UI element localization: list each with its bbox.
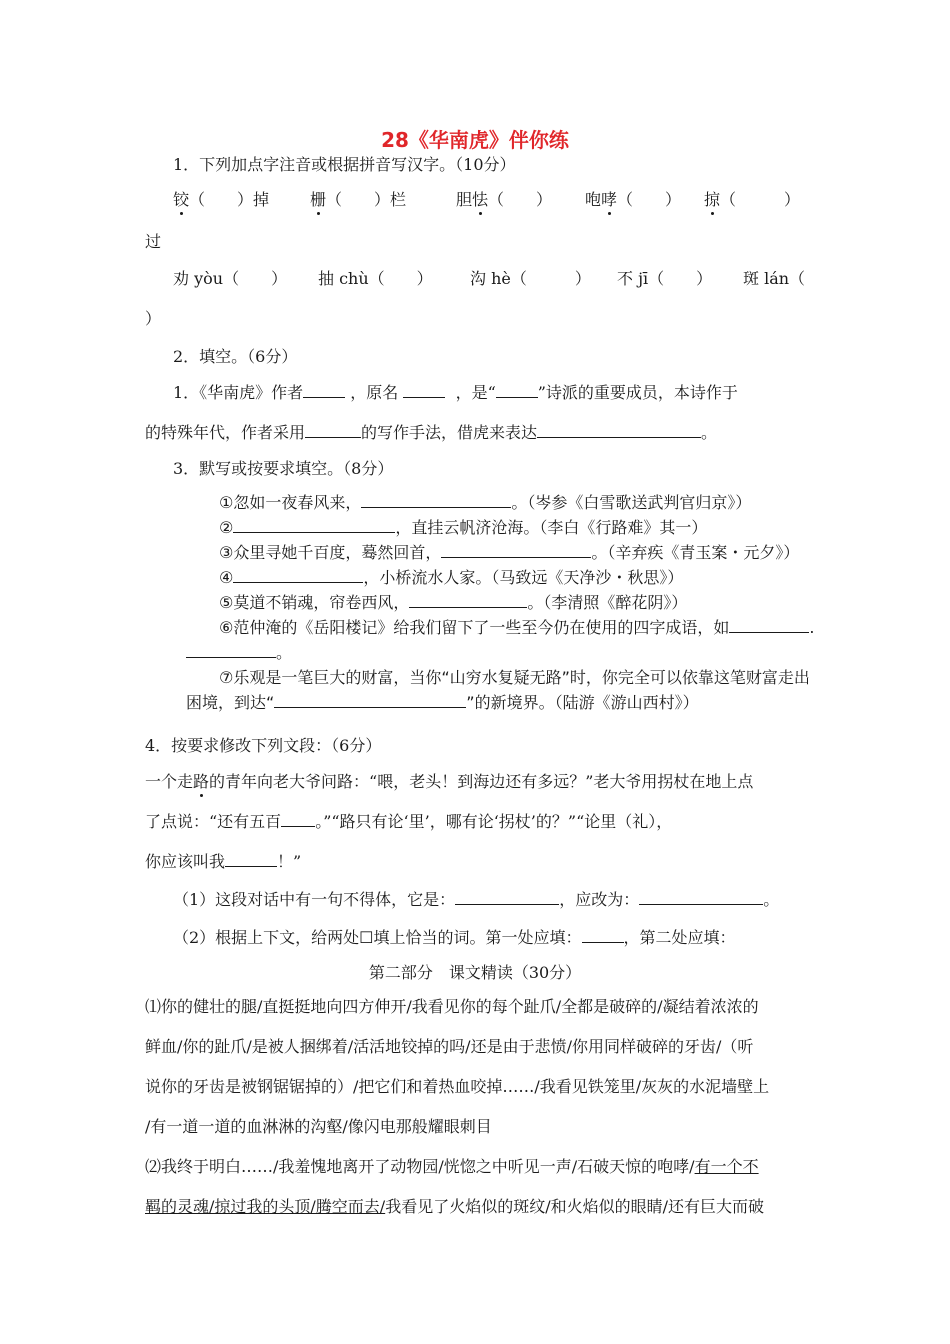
page-title: 28《华南虎》伴你练 — [381, 128, 569, 152]
part2-para1-line4: /有一道一道的血淋淋的沟壑/像闪电那般耀眼刺目 — [145, 1117, 492, 1136]
q2-line-2: 的特殊年代，作者采用 的写作手法，借虎来表达 。 — [145, 423, 718, 442]
q1-pinyin-4: 不 jī（ ） — [617, 269, 713, 288]
part2-para2-line2: 羁的灵魂/掠过我的头顶/腾空而去/我看见了火焰似的斑纹/和火焰似的眼睛/还有巨大而破 — [145, 1197, 764, 1216]
q4-passage-3: 你应该叫我 ！” — [145, 852, 302, 871]
q4-sub-1: （1）这段对话中有一句不得体，它是： ，应改为： 。 — [173, 890, 780, 909]
q3-line-2: ② ，直挂云帆济沧海。（李白《行路难》其一） — [219, 518, 708, 537]
q4-heading: 4．按要求修改下列文段：（6分） — [145, 736, 382, 755]
part2-para1-line2: 鲜血/你的趾爪/是被人捆绑着/活活地铰掉的吗/还是由于悲愤/你用同样破碎的牙齿/（听 — [145, 1037, 754, 1056]
q3-line-7: ⑦乐观是一笔巨大的财富，当你“山穷水复疑无路”时，你完全可以依靠这笔财富走出 — [219, 668, 810, 687]
q4-passage-2: 了点说：“还有五百 。”“路只有论‘里’，哪有论‘拐杖’的？”“论里（礼）， — [145, 812, 673, 831]
part2-para2-line1: ⑵我终于明白……/我羞愧地离开了动物园/恍惚之中听见一声/石破天惊的咆哮/有一个不 — [145, 1157, 759, 1176]
q3-line-6b: 。 — [186, 640, 292, 663]
q1-wrap-1: 过 — [145, 232, 162, 251]
q4-sub-2: （2）根据上下文，给两处☐填上恰当的词。第一处应填： ，第二处应填： — [173, 928, 736, 947]
q3-line-8: 困境，到达“ ”的新境界。（陆游《游山西村》） — [186, 693, 699, 712]
q1-pinyin-1: 劝 yòu（ ） — [173, 269, 288, 288]
q3-line-1: ①忽如一夜春风来， 。（岑参《白雪歌送武判官归京》） — [219, 493, 752, 512]
q3-line-6: ⑥范仲淹的《岳阳楼记》给我们留下了一些至今仍在使用的四字成语，如 . — [219, 618, 815, 637]
q4-passage-1: 一个走路的青年向老大爷问路：“喂，老头！到海边还有多远？”老大爷用拐杖在地上点 — [145, 769, 753, 792]
q1-pinyin-5: 斑 lán（ — [743, 269, 806, 288]
q3-line-4: ④ ，小桥流水人家。（马致远《天净沙・秋思》） — [219, 568, 684, 587]
q2-heading: 2．填空。（6分） — [173, 347, 298, 366]
q3-line-3: ③众里寻她千百度，蓦然回首， 。（辛弃疾《青玉案・元夕》） — [219, 543, 800, 562]
q1-wrap-2: ） — [145, 309, 162, 328]
q1-item-2: 栅（ ）栏 — [310, 187, 406, 210]
part2-para1-line1: ⑴你的健壮的腿/直挺挺地向四方伸开/我看见你的每个趾爪/全都是破碎的/凝结着浓浓的 — [145, 997, 759, 1016]
q1-item-3: 胆怯（ ） — [456, 187, 552, 210]
q3-line-5: ⑤莫道不销魂，帘卷西风， 。（李清照《醉花阴》） — [219, 593, 688, 612]
q1-pinyin-2: 抽 chù（ ） — [318, 269, 433, 288]
q1-heading: 1．下列加点字注音或根据拼音写汉字。（10分） — [173, 155, 516, 174]
q3-heading: 3．默写或按要求填空。（8分） — [173, 459, 394, 478]
q1-item-5: 掠（ ） — [704, 187, 800, 210]
part2-heading: 第二部分 课文精读（30分） — [368, 963, 582, 982]
q1-pinyin-3: 沟 hè（ ） — [470, 269, 591, 288]
q2-line-1: 1．《华南虎》作者 ，原名 ，是“ ”诗派的重要成员，本诗作于 — [173, 383, 738, 402]
q1-item-1: 铰（ ）掉 — [173, 187, 269, 210]
part2-para1-line3: 说你的牙齿是被钢锯锯掉的）/把它们和着热血咬掉……/我看见铁笼里/灰灰的水泥墙壁上 — [145, 1077, 770, 1096]
q1-item-4: 咆哮（ ） — [585, 187, 681, 210]
